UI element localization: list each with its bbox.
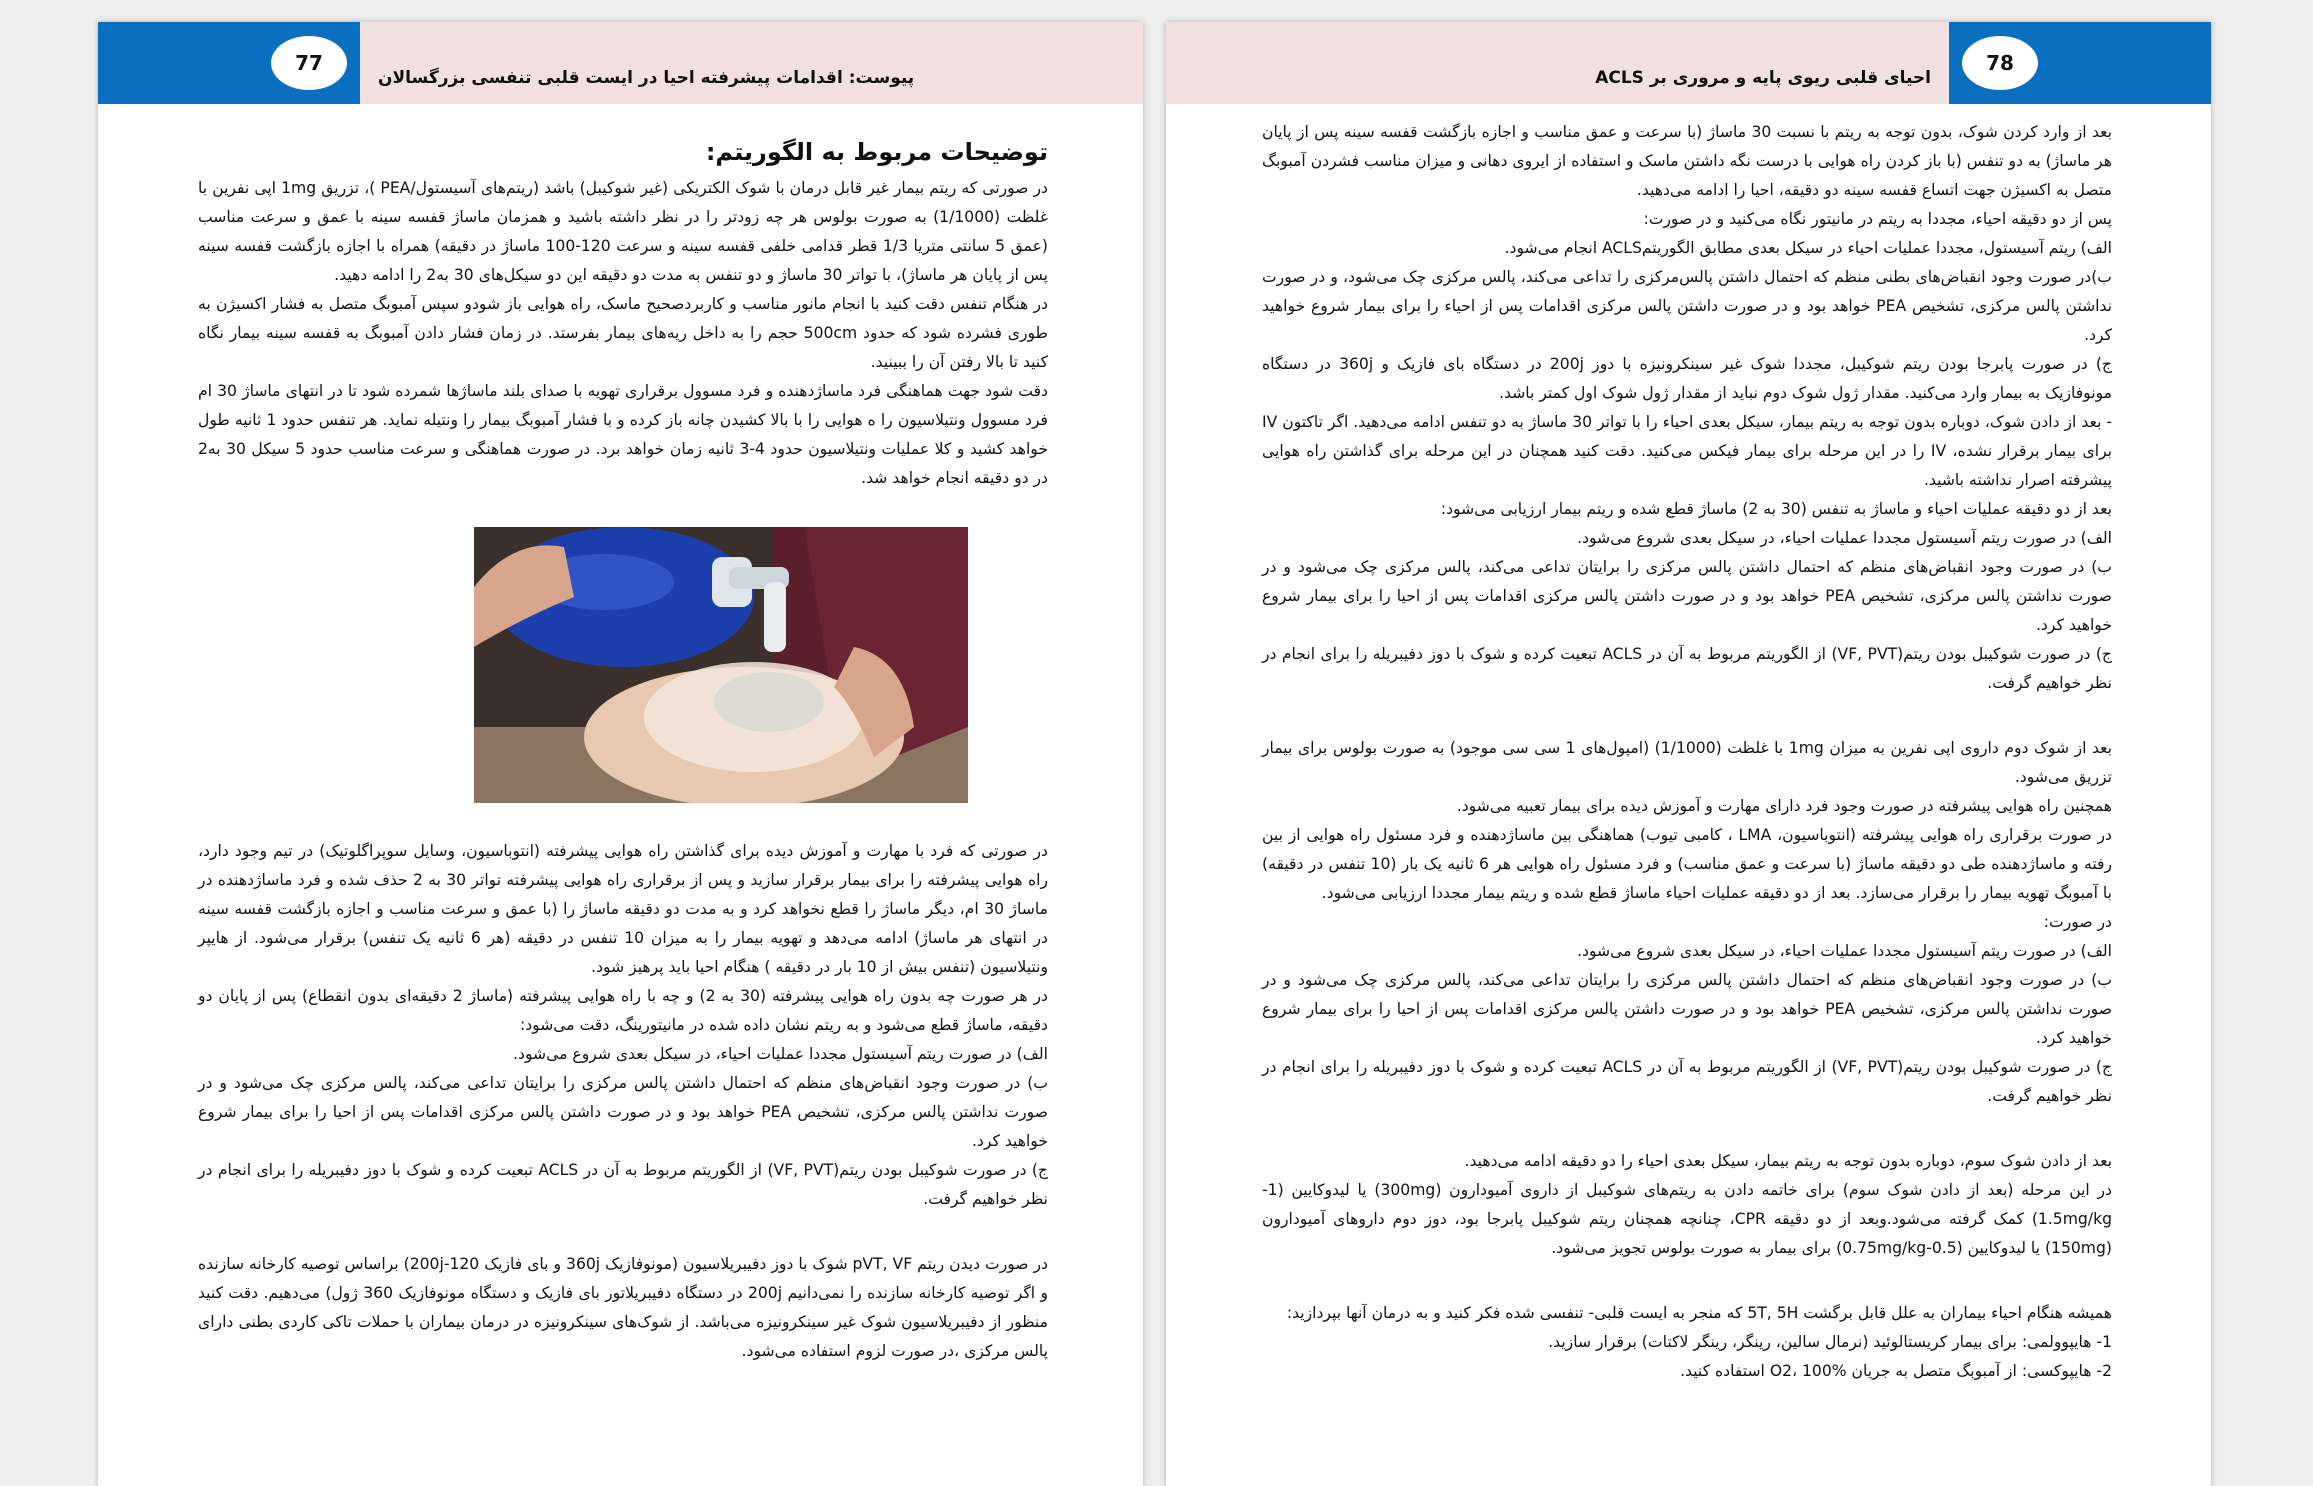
list-item: ب)در صورت وجود انقباض‌های بطنی منظم که احتمال داشتن پالس‌مرکزی را تداعی می‌کند، پالس مرکزی چک می‌شود، و در صورت نداشتن پالس مرکزی، تشخیص PEA خواهد بود و در صورت داشتن پالس مرکزی اقدامات پس از احیاء را برای بیمار شروع خواهید کرد. — [1262, 268, 2112, 344]
paragraph: در هنگام تنفس دقت کنید با انجام مانور مناسب و کاربردصحیح ماسک، راه هوایی باز شودو سپس آمبوبگ متصل به فشار اکسیژن به طوری فشرده شود که حدود 500cm حجم را به داخل ریه‌های بیمار بفرستد. در زمان فشار دادن آمبوبگ به قفسه سینه بیمار نگاه کنید تا بالا رفتن آن را ببینید. — [198, 295, 1048, 371]
paragraph: همچنین راه هوایی پیشرفته در صورت وجود فرد دارای مهارت و آموزش دیده برای بیمار تعبیه می‌شود. — [1456, 797, 2112, 815]
page-header — [98, 22, 1143, 104]
paragraph: بعد از دو دقیقه عملیات احیاء و ماساژ به تنفس (30 به 2) ماساژ قطع شده و ریتم بیمار ارزیابی می‌شود: — [1440, 500, 2112, 518]
paragraph-gap — [198, 1214, 1048, 1250]
list-item: ج) در صورت شوکیبل بودن ریتم(VF, PVT) از الگوریتم مربوط به آن در ACLS تبعیت کرده و شوک با دوز دفیبریله را برای انجام در نظر خواهیم گرفت. — [198, 1161, 1048, 1208]
list-item: الف) در صورت ریتم آسیستول مجددا عملیات احیاء، در سیکل بعدی شروع می‌شود. — [1577, 529, 2112, 547]
list-item: ب) در صورت وجود انقباض‌های منظم که احتمال داشتن پالس مرکزی را برایتان تداعی می‌کند، پالس مرکزی چک می‌شود و در صورت نداشتن پالس مرکزی، تشخیص PEA خواهد بود و در صورت داشتن پالس مرکزی اقدامات پس از احیا را برای بیمار شروع خواهید کرد. — [198, 1074, 1048, 1150]
paragraph: در صورت برقراری راه هوایی پیشرفته (انتوباسیون، LMA ، کامبی تیوب) هماهنگی بین ماساژدهنده و فرد مسئول راه هوایی از بین رفته و ماساژدهنده طی دو دقیقه ماساژ (با سرعت و عمق مناسب) و فرد مسئول راه هوایی هر 6 ثانیه یک بار (10 تنفس در دقیقه) با آمبوبگ تهویه بیمار را برقرار می‌سازد. بعد از دو دقیقه عملیات احیاء ماساژ قطع شده و ریتم بیمار مجددا ارزیابی می‌شود. — [1262, 826, 2113, 902]
list-item: ج) در صورت شوکیبل بودن ریتم(VF, PVT) از الگوریتم مربوط به آن در ACLS تبعیت کرده و شوک با دوز دفیبریله را برای انجام در نظر خواهیم گرفت. — [1262, 1058, 2112, 1105]
page-77 — [98, 22, 1143, 1486]
list-item: الف) در صورت ریتم آسیستول مجددا عملیات احیاء، در سیکل بعدی شروع می‌شود. — [513, 1045, 1048, 1063]
bag-valve-mask-photo — [474, 527, 968, 803]
list-item: الف) در صورت ریتم آسیستول مجددا عملیات احیاء، در سیکل بعدی شروع می‌شود. — [1577, 942, 2112, 960]
list-item: 2- هایپوکسی: از آمبوبگ متصل به جریان O2، 100% استفاده کنید. — [1680, 1362, 2112, 1380]
list-item: ب) در صورت وجود انقباض‌های منظم که احتمال داشتن پالس مرکزی را برایتان تداعی می‌کند، پالس مرکزی چک می‌شود و در صورت نداشتن پالس مرکزی، تشخیص PEA خواهد بود و در صورت داشتن پالس مرکزی اقدامات پس از احیا را برای بیمار شروع خواهید کرد. — [1262, 971, 2112, 1047]
list-item: ج) در صورت پابرجا بودن ریتم شوکیبل، مجددا شوک غیر سینکرونیزه با دوز 200j در دستگاه بای فازیک و 360j در دستگاه مونوفازیک به بیمار وارد می‌کنید. مقدار ژول شوک دوم نباید از مقدار ژول شوک اول کمتر باشد. — [1262, 355, 2112, 402]
paragraph: در صورتی که فرد با مهارت و آموزش دیده برای گذاشتن راه هوایی پیشرفته (انتوباسیون، وسایل سوپراگلوتیک) در تیم وجود دارد، راه هوایی پیشرفته را برای بیمار برقرار سازید و پس از برقراری راه هوایی پیشرفته تواتر 30 به 2 حذف شده و فرد ماساژدهنده در ماساژ 30 ام، دیگر ماساژ را قطع نخواهد کرد و به مدت دو دقیقه ماساژ را (با عمق و سرعت مناسب و اجازه بازگشت قفسه سینه در انتهای هر ماساژ) ادامه می‌دهد و تهویه بیمار را به میزان 10 تنفس در دقیقه (هر 6 ثانیه یک تنفس) برقرار می‌شود. از هایپر ونتیلاسیون (تنفس بیش از 10 بار در دقیقه ) هنگام احیا باید پرهیز شود. — [198, 842, 1048, 976]
page-body — [1262, 118, 2112, 1386]
paragraph: بعد از وارد کردن شوک، بدون توجه به ریتم با نسبت 30 ماساژ (با سرعت و عمق مناسب و اجازه بازگشت قفسه سینه پس از پایان هر ماساژ) به دو تنفس (با باز کردن راه هوایی با درست نگه داشتن ماسک و استفاده از ایروی دهانی و میزان مناسب فشردن آمبوبگ متصل به اکسیژن جهت اتساع قفسه سینه دو دقیقه، احیا را ادامه می‌دهید. — [1262, 123, 2112, 199]
paragraph: بعد از شوک دوم داروی اپی نفرین به میزان 1mg با غلظت (1/1000) (امپول‌های 1 سی سی موجود) به صورت بولوس برای بیمار تزریق می‌شود. — [1262, 739, 2112, 786]
paragraph: در صورت دیدن ریتم pVT, VF شوک با دوز دفیبریلاسیون (مونوفازیک 360j و بای فازیک 200j-120) براساس توصیه کارخانه سازنده و اگر توصیه کارخانه سازنده را نمی‌دانیم 200j در دستگاه دفیبریلاتور بای فازیک و دستگاه مونوفازیک 360 ژول) می‌دهیم. دقت کنید منظور از دفیبریلاسیون شوک غیر سینکرونیزه می‌باشد. از شوک‌های سینکرونیزه در درمان بیماران با حملات تاکی کاردی بطنی دارای پالس مرکزی ،در صورت لزوم استفاده می‌شود. — [198, 1255, 1049, 1360]
page-header — [1166, 22, 2211, 104]
paragraph-gap — [1262, 698, 2112, 734]
list-item: ج) در صورت شوکیبل بودن ریتم(VF, PVT) از الگوریتم مربوط به آن در ACLS تبعیت کرده و شوک با دوز دفیبریله را برای انجام در نظر خواهیم گرفت. — [1262, 645, 2112, 692]
page-body — [198, 134, 1048, 1366]
paragraph: پس از دو دقیقه احیاء، مجددا به ریتم در مانیتور نگاه می‌کنید و در صورت: — [1643, 210, 2112, 228]
paragraph: در هر صورت چه بدون راه هوایی پیشرفته (30 به 2) و چه با راه هوایی پیشرفته (ماساژ 2 دقیقه‌ای بدون انقطاع) پس از پایان دو دقیقه، ماساژ قطع می‌شود و به ریتم نشان داده شده در مانیتورینگ، دقت می‌شود: — [198, 987, 1048, 1034]
paragraph: - بعد از دادن شوک، دوباره بدون توجه به ریتم بیمار، سیکل بعدی احیاء را با تواتر 30 ماساژ به دو تنفس ادامه می‌دهید. اگر تاکتون IV برای بیمار برقرار نشده، IV را در این مرحله برای بیمار فیکس می‌کنید. دقت کنید همچنان در این مرحله برای گذاشتن راه هوایی پیشرفته اصرار نداشته باشید. — [1262, 413, 2113, 489]
page-number: 77 — [271, 36, 347, 90]
paragraph: همیشه هنگام احیاء بیماران به علل قابل برگشت 5T, 5H که منجر به ایست قلبی- تنفسی شده فکر کنید و به درمان آنها بپردازید: — [1286, 1304, 2112, 1322]
paragraph-gap — [1262, 1263, 2112, 1299]
page-number: 78 — [1962, 36, 2038, 90]
paragraph: بعد از دادن شوک سوم، دوباره بدون توجه به ریتم بیمار، سیکل بعدی احیاء را دو دقیقه ادامه می‌دهید. — [1464, 1152, 2112, 1170]
section-heading: توضیحات مربوط به الگوریتم: — [705, 138, 1048, 166]
list-item: ب) در صورت وجود انقباض‌های منظم که احتمال داشتن پالس مرکزی را برایتان تداعی می‌کند، پالس مرکزی چک می‌شود و در صورت نداشتن پالس مرکزی، تشخیص PEA خواهد بود و در صورت داشتن پالس مرکزی اقدامات پس از احیا را برای بیمار شروع خواهید کرد. — [1262, 558, 2112, 634]
list-item: الف) ریتم آسیستول، مجددا عملیات احیاء در سیکل بعدی مطابق الگوریتمACLS انجام می‌شود. — [1504, 239, 2112, 257]
running-header-title: پیوست: اقدامات پیشرفته احیا در ایست قلبی تنفسی بزرگسالان — [378, 68, 915, 88]
page-78 — [1166, 22, 2211, 1486]
paragraph: دقت شود جهت هماهنگی فرد ماساژدهنده و فرد مسوول برقراری تهویه با صدای بلند ماساژها شمرده شود تا در انتهای ماساژ 30 ام فرد مسوول ونتیلاسیون را ه هوایی را با بالا کشیدن چانه باز کرده و با فشار آمبوبگ بیمار را ونتیله نماید. هر تنفس حدود 1 ثانیه طول خواهد کشید و کلا عملیات ونتیلاسیون حدود 4-3 ثانیه زمان خواهد برد. در صورت هماهنگی و سرعت مناسب حدود 5 سیکل 30 به2 در دو دقیقه انجام خواهد شد. — [198, 382, 1048, 487]
paragraph: در صورت: — [2043, 913, 2112, 931]
paragraph: در صورتی که ریتم بیمار غیر قابل درمان با شوک الکتریکی (غیر شوکیبل) باشد (ریتم‌های آسیستول/PEA )، تزریق 1mg اپی نفرین با غلظت (1/1000) به صورت بولوس هر چه زودتر را در نظر داشته باشید و همزمان ماساژ قفسه سینه با عمق و سرعت مناسب (عمق 5 سانتی متریا 1/3 قطر قدامی خلفی قفسه سینه و سرعت 120-100 ماساژ در دقیقه) همراه با اجازه بازگشت قفسه سینه پس از پایان هر ماساژ)، با تواتر 30 ماساژ و دو تنفس به مدت دو دقیقه این دو سیکل‌های 30 به2 را ادامه دهید. — [198, 179, 1048, 284]
paragraph-gap — [1262, 1111, 2112, 1147]
running-header-title: احیای قلبی ریوی پایه و مروری بر ACLS — [1595, 68, 1931, 88]
list-item: 1- هایپوولمی: برای بیمار کریستالوئید (نرمال سالین، رینگر، رینگر لاکتات) برقرار سازید. — [1548, 1333, 2112, 1351]
paragraph: در این مرحله (بعد از دادن شوک سوم) برای خاتمه دادن به ریتم‌های شوکیبل از داروی آمیودارون (300mg) یا لیدوکایین (1-1.5mg/kg) کمک گرفته می‌شود.وبعد از دو دقیقه CPR، چنانچه همچنان ریتم شوکیبل پابرجا بود، دوز دوم داروهای آمیودارون (150mg) یا لیدوکایین (0.5-0.75mg/kg) برای بیمار به صورت بولوس تجویز می‌شود. — [1262, 1181, 2112, 1257]
